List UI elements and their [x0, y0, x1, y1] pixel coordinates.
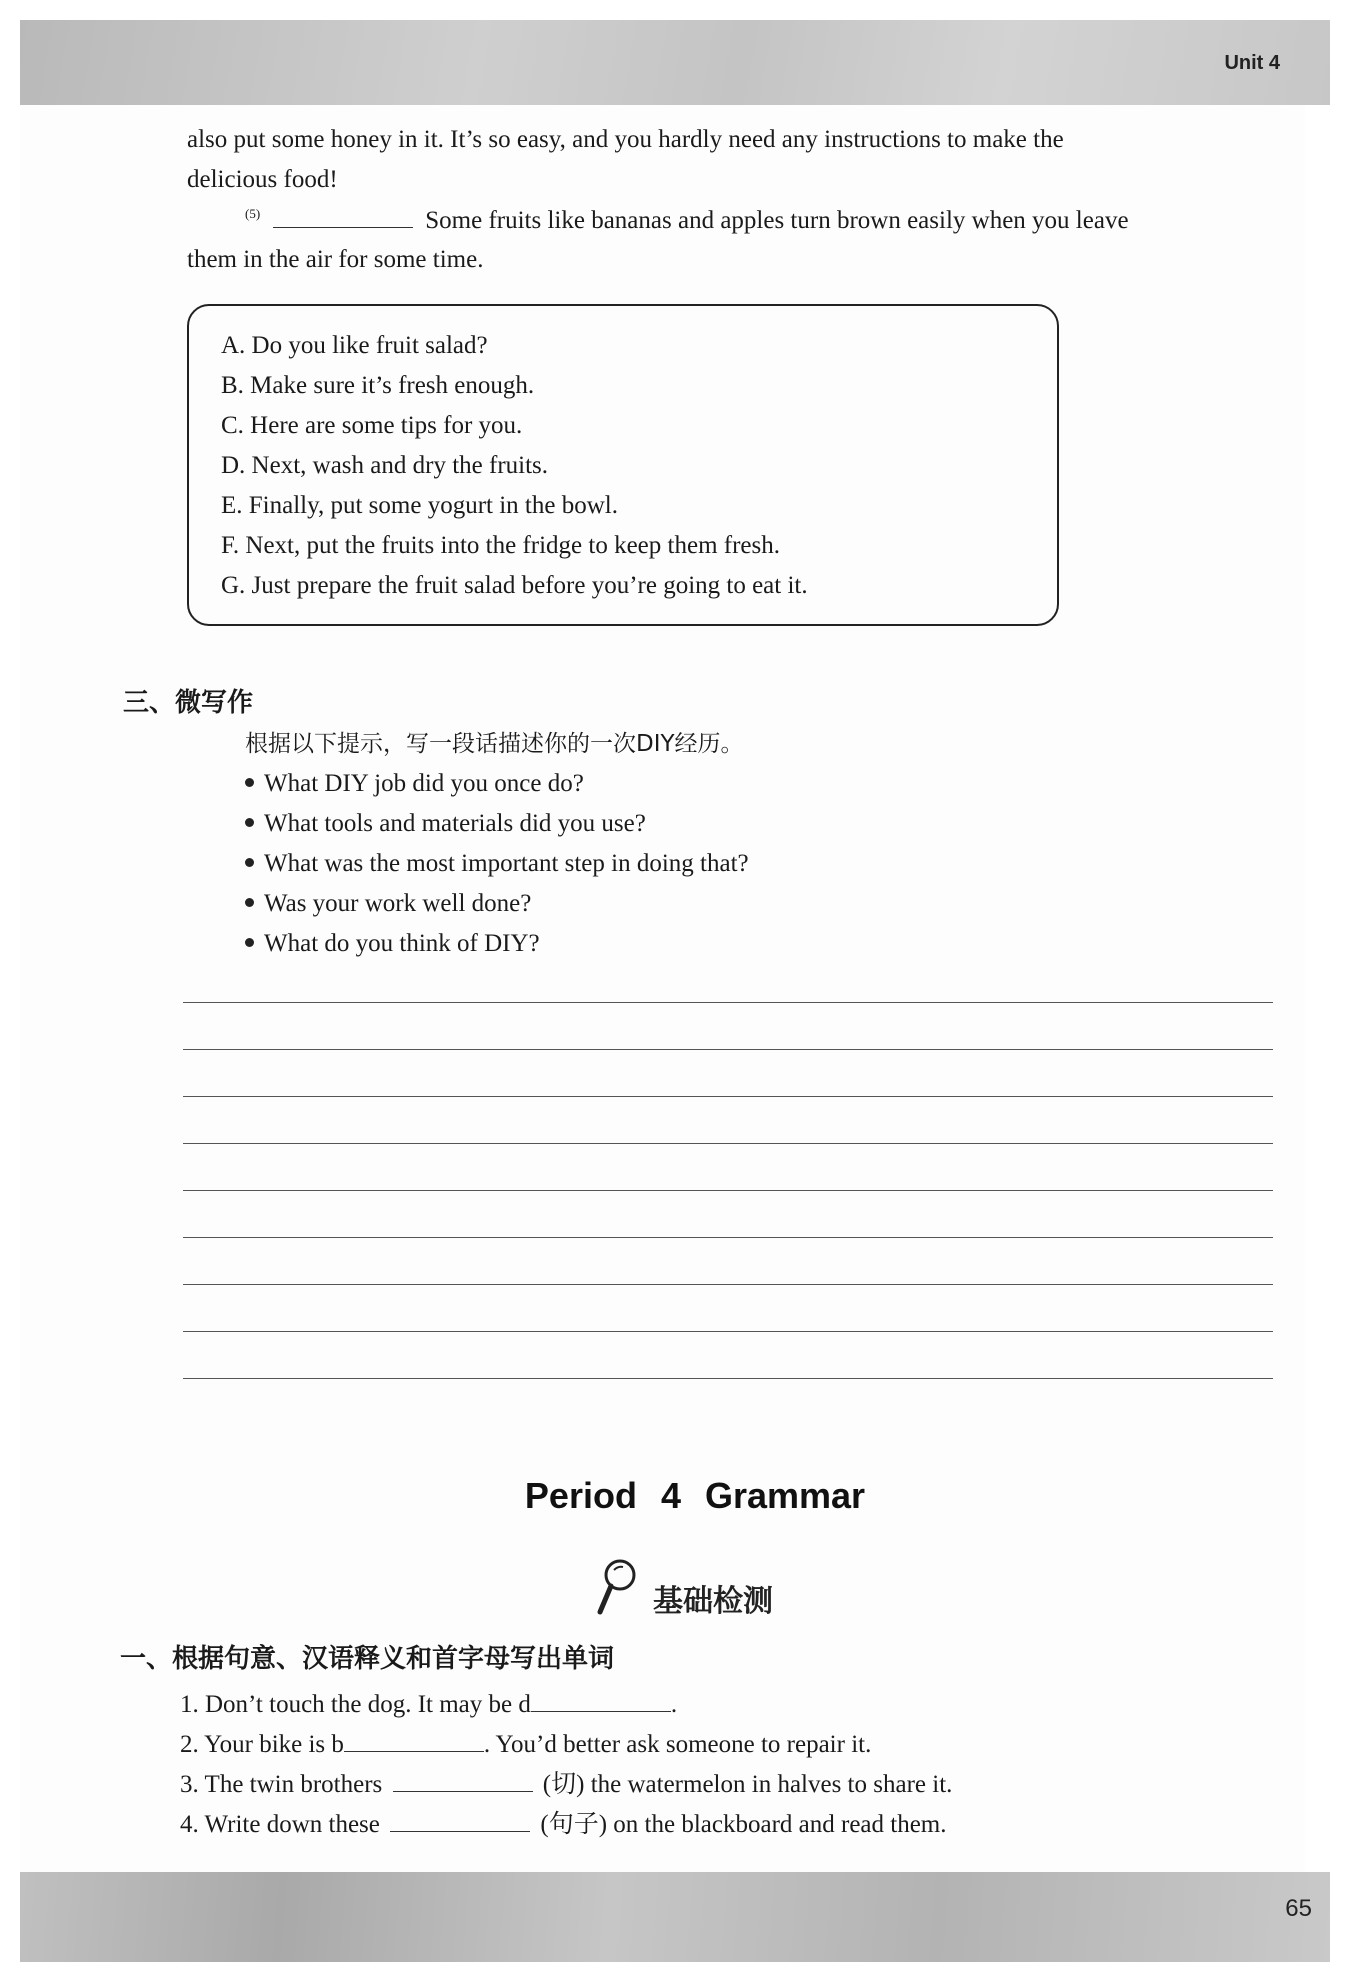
option-g: G. Just prepare the fruit salad before you’re going to eat it. — [221, 572, 808, 599]
page-number: 65 — [1285, 1895, 1312, 1922]
bullet-dot — [245, 898, 254, 907]
question-1-end: . — [670, 1691, 678, 1718]
question-4 — [180, 1809, 947, 1840]
period-title: Period 4 Grammar — [524, 1475, 866, 1516]
writing-line[interactable] — [183, 1049, 1273, 1050]
question-2-end: . You’d better ask someone to repair it. — [483, 1731, 872, 1758]
passage-line-3 — [273, 205, 1129, 236]
exercise-1-heading: 一、根据句意、汉语释义和首字母写出单词 — [120, 1644, 615, 1674]
writing-line[interactable] — [183, 1096, 1273, 1097]
prompt-5 — [245, 930, 540, 958]
question-3 — [180, 1769, 952, 1800]
writing-line[interactable] — [183, 1331, 1273, 1332]
unit-label: Unit 4 — [1224, 52, 1280, 74]
blank-5-marker: (5) — [245, 206, 261, 221]
top-header-band — [20, 20, 1330, 105]
prompt-3 — [245, 850, 749, 878]
question-3-end: (切) the watermelon in halves to share it. — [542, 1771, 953, 1798]
question-1-text: 1. Don’t touch the dog. It may be d — [180, 1691, 531, 1718]
option-b: B. Make sure it’s fresh enough. — [221, 372, 535, 399]
bullet-dot — [245, 778, 254, 787]
passage-line-4: them in the air for some time. — [187, 246, 484, 273]
magnifier-icon — [592, 1558, 642, 1618]
options-box — [187, 304, 1059, 626]
question-1 — [180, 1689, 677, 1720]
basics-heading: 基础检测 — [653, 1584, 773, 1619]
prompt-1 — [245, 770, 584, 798]
question-4-text: 4. Write down these — [180, 1811, 380, 1838]
writing-line[interactable] — [183, 1002, 1273, 1003]
prompt-text: What do you think of DIY? — [264, 930, 540, 957]
question-2-text: 2. Your bike is b — [180, 1731, 344, 1758]
prompt-text: What was the most important step in doing that? — [264, 850, 749, 877]
question-2 — [180, 1729, 871, 1760]
bullet-dot — [245, 818, 254, 827]
writing-heading: 三、微写作 — [123, 688, 254, 718]
writing-line[interactable] — [183, 1378, 1273, 1379]
bottom-footer-band — [20, 1872, 1330, 1962]
option-d: D. Next, wash and dry the fruits. — [221, 452, 549, 479]
prompt-text: What DIY job did you once do? — [264, 770, 584, 797]
answer-blank-3[interactable] — [393, 1769, 533, 1792]
prompt-4 — [245, 890, 531, 918]
blank-5-line[interactable] — [273, 205, 413, 228]
passage-line-1: also put some honey in it. It’s so easy, and you hardly need any instructions to make the — [187, 126, 1064, 153]
writing-line[interactable] — [183, 1143, 1273, 1144]
writing-line[interactable] — [183, 1190, 1273, 1191]
answer-blank-4[interactable] — [390, 1809, 530, 1832]
bullet-dot — [245, 858, 254, 867]
question-3-text: 3. The twin brothers — [180, 1771, 383, 1798]
writing-line[interactable] — [183, 1284, 1273, 1285]
passage-line-3-text: Some fruits like bananas and apples turn brown easily when you leave — [425, 207, 1129, 234]
passage-line-2: delicious food! — [187, 166, 338, 193]
writing-line[interactable] — [183, 1237, 1273, 1238]
option-a: A. Do you like fruit salad? — [221, 332, 488, 359]
bullet-dot — [245, 938, 254, 947]
writing-instruction: 根据以下提示，写一段话描述你的一次DIY经历。 — [245, 731, 744, 757]
question-4-end: (句子) on the blackboard and read them. — [540, 1811, 947, 1838]
option-e: E. Finally, put some yogurt in the bowl. — [221, 492, 618, 519]
option-c: C. Here are some tips for you. — [221, 412, 523, 439]
option-f: F. Next, put the fruits into the fridge to keep them fresh. — [221, 532, 780, 559]
prompt-text: What tools and materials did you use? — [264, 810, 646, 837]
answer-blank-1[interactable] — [531, 1689, 671, 1712]
answer-blank-2[interactable] — [344, 1729, 484, 1752]
prompt-2 — [245, 810, 646, 838]
prompt-text: Was your work well done? — [264, 890, 532, 917]
